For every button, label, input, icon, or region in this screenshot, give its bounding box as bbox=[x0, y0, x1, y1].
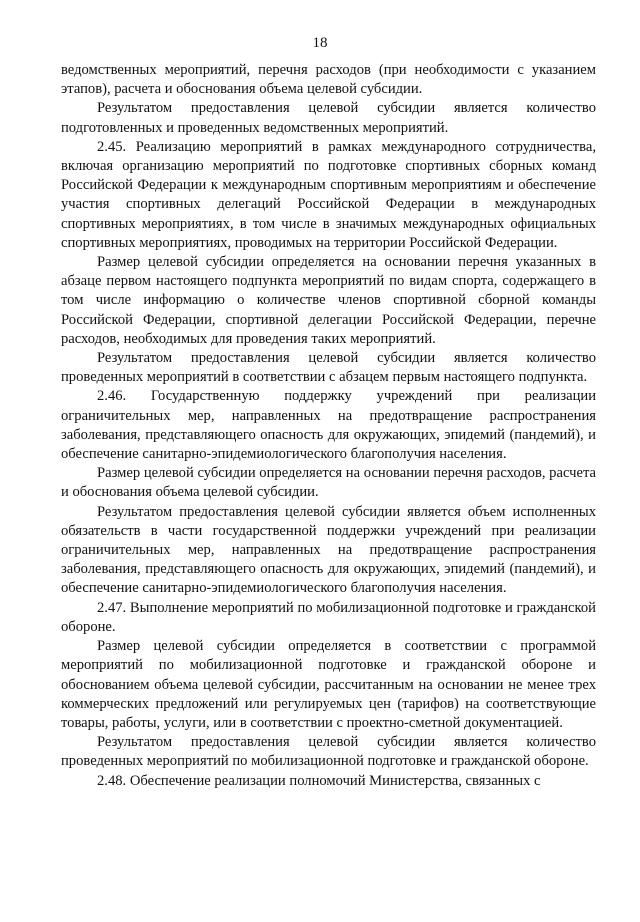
body-text bbox=[61, 61, 596, 791]
paragraph-result-departmental-events: Результатом предоставления целевой субсидии является количество подготовленных и проведенных ведомственных мероприятий. bbox=[61, 100, 596, 136]
paragraph-2-48-ministry-powers: 2.48. Обеспечение реализации полномочий Министерства, связанных с bbox=[97, 772, 541, 789]
paragraph-result-obligations: Результатом предоставления целевой субсидии является объем исполненных обязательств в части государственной поддержки учреждений при реализации ограничительных мер, направленных на предотвращение распространения заболевания, представляющего опасность для окружающих, эпидемий (пандемий), и обеспечение санитарно-эпидемиологического благополучия населения. bbox=[61, 503, 596, 597]
paragraph-result-held-events: Результатом предоставления целевой субсидии является количество проведенных мероприятий в соответствии с абзацем первым настоящего подпункта. bbox=[61, 350, 596, 386]
paragraph-2-46-state-support: 2.46. Государственную поддержку учреждений при реализации ограничительных мер, направленных на предотвращение распространения заболевания, представляющего опасность для окружающих, эпидемий (пандемий), и обеспечение санитарно-эпидемиологического благополучия населения. bbox=[61, 388, 596, 463]
paragraph-result-mobilization: Результатом предоставления целевой субсидии является количество проведенных мероприятий по мобилизационной подготовке и гражданской обороне. bbox=[61, 734, 596, 770]
paragraph-2-47-mobilization: 2.47. Выполнение мероприятий по мобилизационной подготовке и гражданской обороне. bbox=[61, 599, 596, 635]
paragraph-subsidy-size-expenses: Размер целевой субсидии определяется на основании перечня расходов, расчета и обоснования объема целевой субсидии. bbox=[61, 465, 596, 501]
page-number: 18 bbox=[312, 35, 328, 51]
paragraph-subsidy-size-sports-events: Размер целевой субсидии определяется на основании перечня указанных в абзаце первом настоящего подпункта мероприятий по видам спорта, содержащего в том числе информацию о количестве членов спортивной сборной команды Российской Федерации, спортивной делегации Российской Федерации, перечне расходов, необходимых для проведения таких мероприятий. bbox=[61, 254, 596, 347]
paragraph-continuation: ведомственных мероприятий, перечня расходов (при необходимости с указанием этапов), расчета и обоснования объема целевой субсидии. bbox=[61, 62, 596, 98]
paragraph-2-45-international-cooperation: 2.45. Реализацию мероприятий в рамках международного сотрудничества, включая организацию мероприятий по подготовке спортивных сборных команд Российской Федерации к международным спортивным мероприятиям и обеспечение участия спортивных делегаций Российской Федерации в международных спортивных мероприятиях, в том числе в значимых международных официальных спортивных мероприятиях, проводимых на территории Российской Федерации. bbox=[61, 138, 596, 251]
paragraph-subsidy-size-mobilization: Размер целевой субсидии определяется в соответствии с программой мероприятий по мобилизационной подготовке и гражданской обороне и обоснованием объема целевой субсидии, рассчитанным на основании не менее трех коммерческих предложений или регулируемых цен (тарифов) на соответствующие товары, работы, услуги, или в соответствии с проектно-сметной документацией. bbox=[61, 638, 596, 731]
